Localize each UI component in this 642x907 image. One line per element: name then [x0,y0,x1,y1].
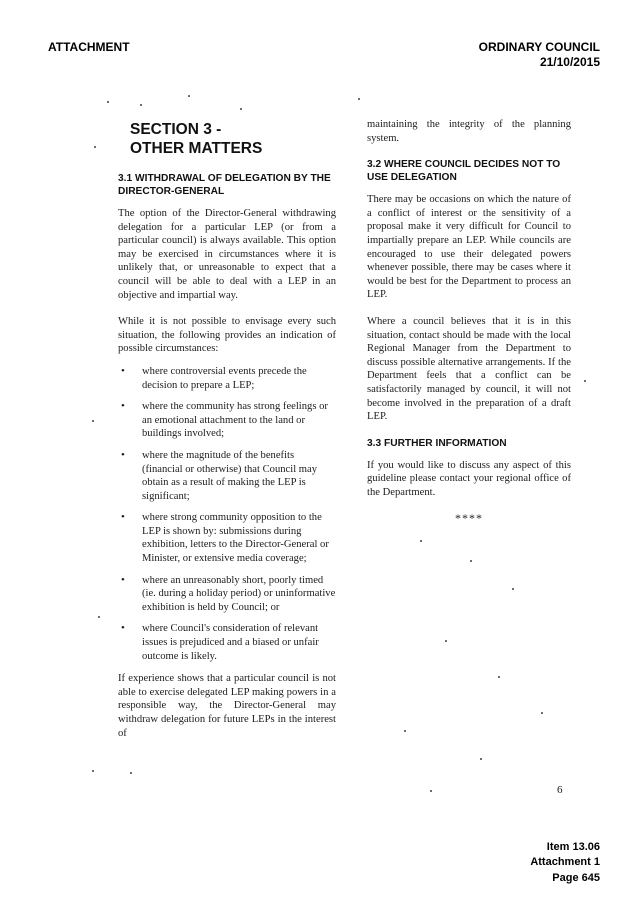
section-title [130,120,336,158]
scan-speck [140,104,142,106]
scan-speck [188,95,190,97]
scan-speck [420,540,422,542]
paragraph-conflict-of-interest: There may be occasions on which the nature of a conflict of interest or the sensitivity of a proposal make it very difficult for Council to impartially prepare an LEP. While councils are encouraged to use their delegated powers whenever possible, there may be cases where it would be best for the Department to process an LEP. [367,194,571,301]
meeting-name: ORDINARY COUNCIL [478,40,600,54]
meeting-date: 21/10/2015 [539,55,600,69]
list-item-text: where Council's consideration of relevant issues is prejudiced and a biased or unfair outcome is likely. [142,623,319,662]
bullet-icon: • [121,400,125,413]
bullet-icon: • [121,622,125,635]
list-item [118,511,336,565]
scan-speck [98,616,100,618]
item-number: Item 13.06 [546,841,600,853]
scan-speck [470,560,472,562]
scan-speck [240,108,242,110]
section-title-line2: OTHER MATTERS [130,140,263,157]
list-item-text: where controversial events precede the decision to prepare a LEP; [142,365,307,391]
paragraph-experience: If experience shows that a particular council is not able to exercise delegated LEP making powers in a responsible way, the Director-General may withdraw delegation for future LEPs in the interest of [118,673,336,739]
scan-speck [130,772,132,774]
section-title-line1: SECTION 3 - [130,121,222,138]
bullet-icon: • [121,364,125,377]
scan-speck [92,770,94,772]
meeting-header [479,40,600,70]
scan-speck [94,146,96,148]
bullet-icon: • [121,511,125,524]
paragraph-circumstances-intro: While it is not possible to envisage every such situation, the following provides an indication of possible circumstances: [118,316,336,355]
subheading-3-1: 3.1 WITHDRAWAL OF DELEGATION BY THE DIRECTOR-GENERAL [118,173,331,197]
list-item [118,622,336,663]
scan-speck [512,588,514,590]
list-item-text: where the community has strong feelings or an emotional attachment to the land or buildings involved; [142,401,328,440]
list-item-text: where the magnitude of the benefits (financial or otherwise) that Council may obtain as a result of making the LEP is significant; [142,449,318,502]
scan-speck [92,420,94,422]
paragraph-continued: maintaining the integrity of the planning system. [367,119,571,144]
item-reference [530,840,600,870]
scan-speck [430,790,432,792]
footer-page-number: Page 645 [552,872,600,884]
list-item-text: where strong community opposition to the LEP is shown by: submissions during exhibition, letters to the Director-General or Minister, or extensive media coverage; [142,512,329,565]
scan-speck [480,758,482,760]
list-item [118,400,336,441]
scan-speck [107,101,109,103]
subheading-3-2: 3.2 WHERE COUNCIL DECIDES NOT TO USE DELEGATION [367,159,561,184]
scan-speck [404,730,406,732]
document-page-number: 6 [557,784,563,796]
subheading-3-3: 3.3 FURTHER INFORMATION [367,437,507,449]
scan-speck [584,380,586,382]
attachment-number: Attachment 1 [530,856,600,868]
scan-speck [358,98,360,100]
end-stars: **** [455,511,483,526]
scan-speck [445,640,447,642]
scan-speck [541,712,543,714]
list-item [118,449,336,503]
bullet-icon: • [121,573,125,586]
bullet-icon: • [121,448,125,461]
circumstances-list [118,365,336,663]
right-column [367,118,571,526]
list-item [118,365,336,392]
paragraph-further-information: If you would like to discuss any aspect of this guideline please contact your regional office of the Department. [367,459,571,498]
scan-speck [498,676,500,678]
list-item [118,574,336,615]
attachment-header-label: ATTACHMENT [48,40,130,54]
left-column [118,120,336,753]
paragraph-withdrawal-option: The option of the Director-General withdrawing delegation for a particular LEP (or from a particular council) is always available. This option may be exercised in circumstances where it is unlikely that, or unreasonable to expect that a council will be able to deal with a LEP in an objective and impartial way. [118,208,336,301]
list-item-text: where an unreasonably short, poorly timed (ie. during a holiday period) or uninformative exhibition is held by Council; or [142,574,336,613]
paragraph-contact-regional-manager: Where a council believes that it is in this situation, contact should be made with the local Regional Manager from the Department to discuss possible alternative arrangements. If the Department feels that a conflict can be satisfactorily managed by council, it will not become involved in the preparation of a draft LEP. [367,315,571,423]
